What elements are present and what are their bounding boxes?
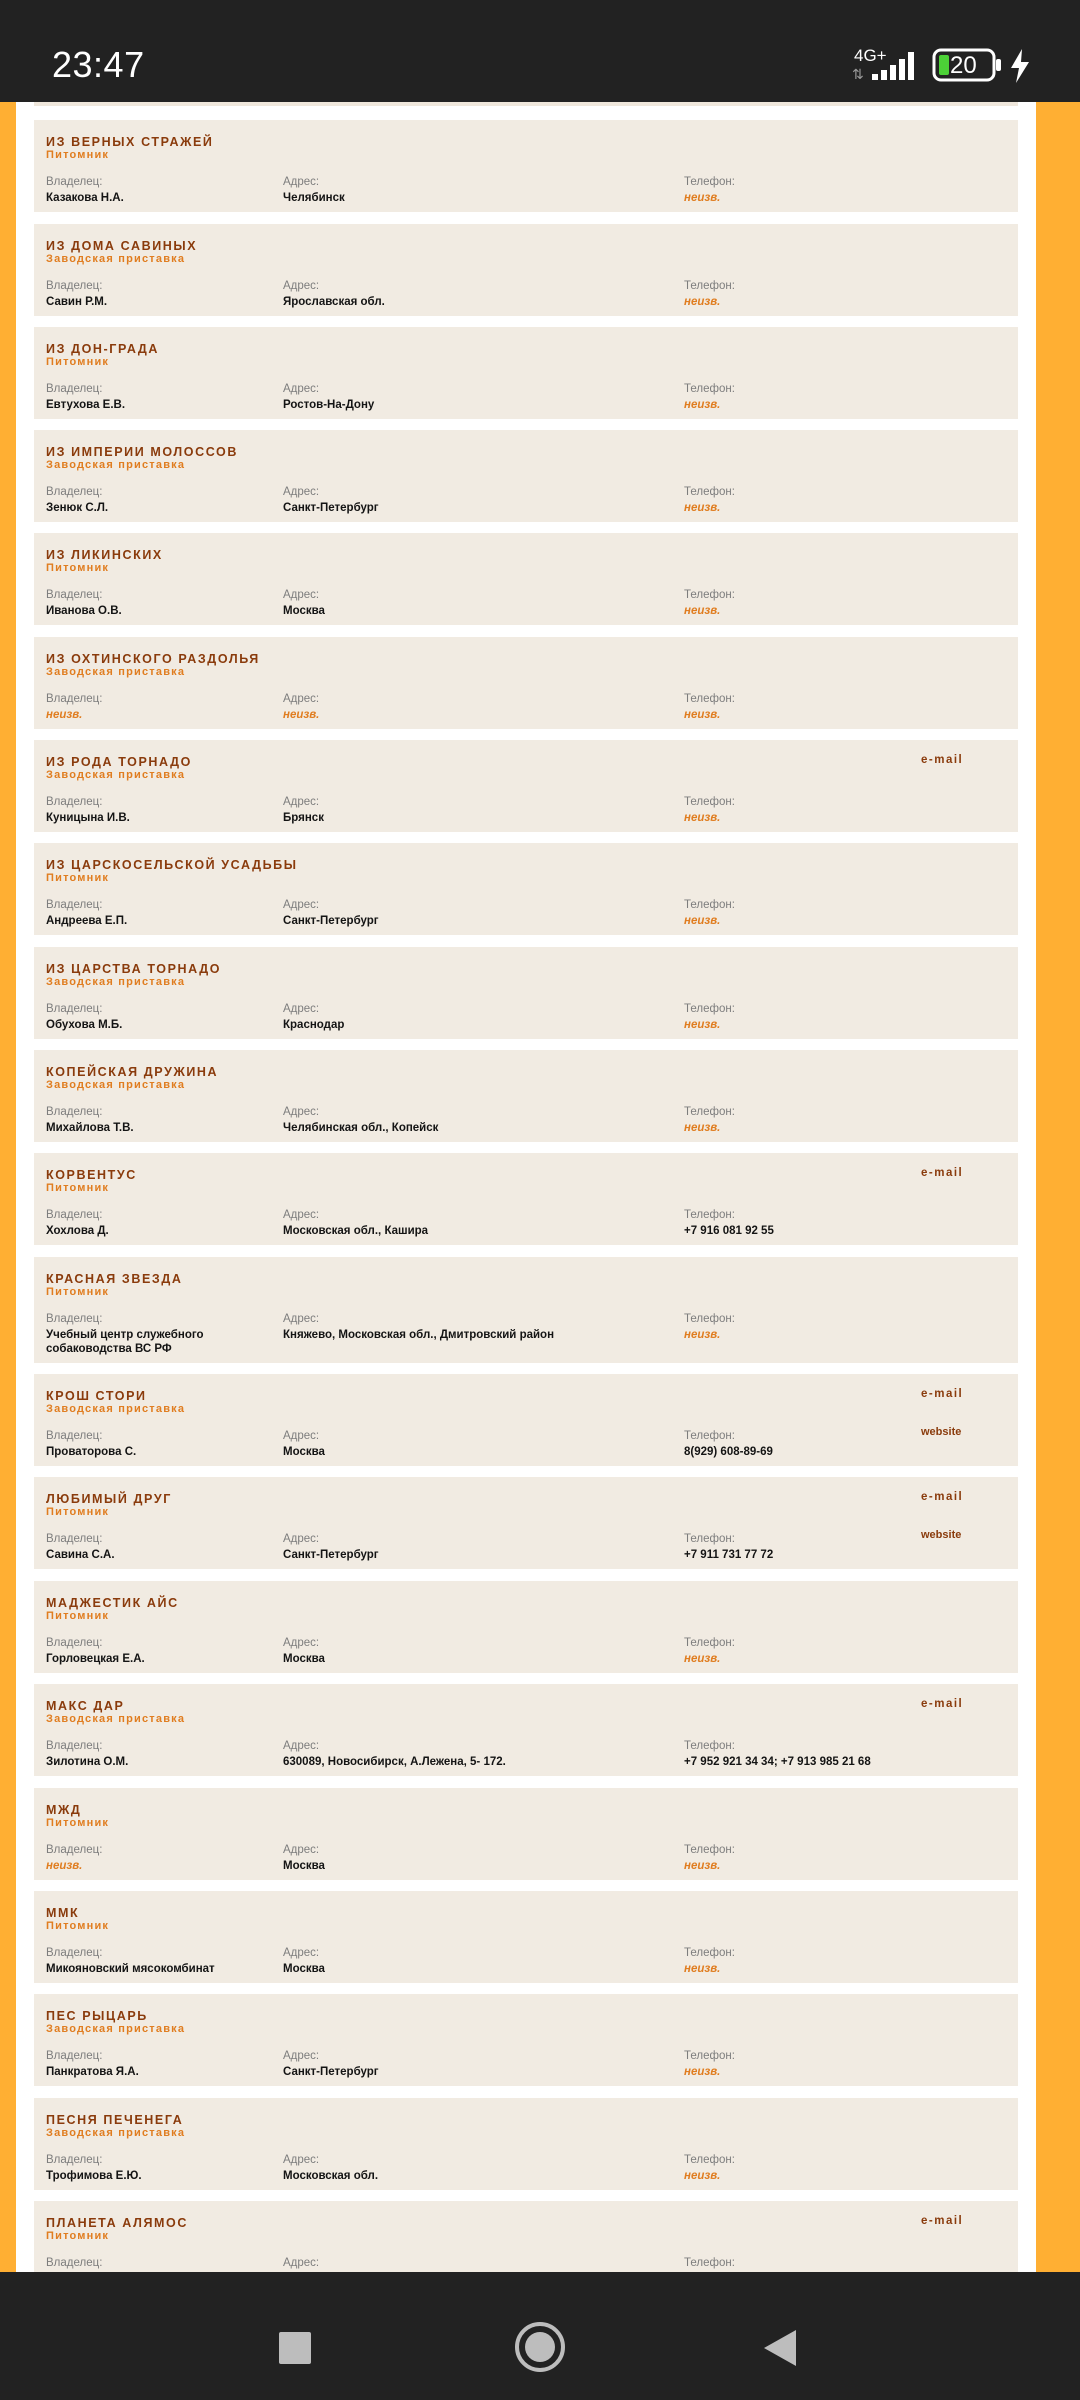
phone-value: неизв.: [684, 399, 721, 411]
phone-value: неизв.: [684, 1653, 721, 1665]
owner-label: Владелец:: [46, 1740, 103, 1752]
owner-label: Владелец:: [46, 1637, 103, 1649]
owner-value: Зилотина О.М.: [46, 1756, 129, 1768]
address-value: Москва: [283, 1446, 325, 1458]
address-label: Адрес:: [283, 2050, 320, 2062]
kennel-type: Заводская приставка: [46, 1079, 186, 1091]
kennel-type: Питомник: [46, 1920, 110, 1932]
kennel-card: [34, 947, 1018, 1039]
phone-label: Телефон:: [684, 589, 735, 601]
phone-label: Телефон:: [684, 1106, 735, 1118]
website-link[interactable]: website: [921, 1529, 962, 1541]
owner-value: неизв.: [46, 709, 83, 721]
phone-value: неизв.: [684, 605, 721, 617]
address-value: Санкт-Петербург: [283, 502, 379, 514]
owner-label: Владелец:: [46, 2154, 103, 2166]
kennel-type: Заводская приставка: [46, 1403, 186, 1415]
kennel-name[interactable]: ИЗ ДОМА САВИНЫХ: [46, 239, 198, 253]
kennel-name[interactable]: ПЕС РЫЦАРЬ: [46, 2009, 148, 2023]
owner-label: Владелец:: [46, 1533, 103, 1545]
phone-label: Телефон:: [684, 693, 735, 705]
address-value: Ярославская обл.: [283, 296, 385, 308]
phone-value: +7 911 731 77 72: [684, 1549, 774, 1561]
charging-icon: [1008, 48, 1032, 84]
owner-label: Владелец:: [46, 176, 103, 188]
address-label: Адрес:: [283, 280, 320, 292]
address-value: неизв.: [283, 709, 320, 721]
phone-label: Телефон:: [684, 383, 735, 395]
owner-value: Горловецкая Е.А.: [46, 1653, 145, 1665]
phone-label: Телефон:: [684, 2257, 735, 2269]
address-label: Адрес:: [283, 1209, 320, 1221]
owner-label: Владелец:: [46, 1844, 103, 1856]
kennel-name[interactable]: ИЗ ЛИКИНСКИХ: [46, 548, 163, 562]
back-button[interactable]: [764, 2330, 796, 2366]
kennel-name[interactable]: КОРВЕНТУС: [46, 1168, 137, 1182]
phone-value: неизв.: [684, 812, 721, 824]
kennel-card: [34, 533, 1018, 625]
address-value: Краснодар: [283, 1019, 345, 1031]
phone-label: Телефон:: [684, 486, 735, 498]
owner-label: Владелец:: [46, 1947, 103, 1959]
owner-value: Андреева Е.П.: [46, 915, 128, 927]
navigation-bar: [0, 2272, 1080, 2400]
address-label: Адрес:: [283, 589, 320, 601]
owner-label: Владелец:: [46, 1313, 103, 1325]
email-link[interactable]: e-mail: [921, 1167, 964, 1179]
owner-value: Учебный центр служебного собаководства ВС РФ: [46, 1329, 204, 1355]
kennel-type: Питомник: [46, 149, 110, 161]
address-value: Брянск: [283, 812, 324, 824]
kennel-card: [34, 430, 1018, 522]
address-label: Адрес:: [283, 899, 320, 911]
phone-label: Телефон:: [684, 1533, 735, 1545]
address-label: Адрес:: [283, 2154, 320, 2166]
address-label: Адрес:: [283, 383, 320, 395]
address-label: Адрес:: [283, 1430, 320, 1442]
phone-value: неизв.: [684, 2066, 721, 2078]
phone-value: неизв.: [684, 1963, 721, 1975]
owner-label: Владелец:: [46, 2257, 103, 2269]
email-link[interactable]: e-mail: [921, 1698, 964, 1710]
phone-value: неизв.: [684, 915, 721, 927]
phone-value: неизв.: [684, 502, 721, 514]
address-label: Адрес:: [283, 1533, 320, 1545]
address-value: Ростов-На-Дону: [283, 399, 375, 411]
kennel-name[interactable]: ИЗ ЦАРСТВА ТОРНАДО: [46, 962, 222, 976]
owner-label: Владелец:: [46, 1106, 103, 1118]
address-label: Адрес:: [283, 2257, 320, 2269]
address-label: Адрес:: [283, 1003, 320, 1015]
kennel-type: Питомник: [46, 2230, 110, 2242]
kennel-card: [34, 1788, 1018, 1880]
home-button[interactable]: [515, 2322, 565, 2372]
address-value: Московская обл., Кашира: [283, 1225, 429, 1237]
recents-button[interactable]: [279, 2332, 311, 2364]
address-value: Москва: [283, 1860, 325, 1872]
kennel-name[interactable]: КРОШ СТОРИ: [46, 1389, 147, 1403]
kennel-type: Заводская приставка: [46, 1713, 186, 1725]
owner-value: неизв.: [46, 1860, 83, 1872]
kennel-name[interactable]: ИЗ ЦАРСКОСЕЛЬСКОЙ УСАДЬБЫ: [46, 858, 298, 872]
page-viewport[interactable]: [0, 102, 1080, 2272]
address-value: Княжево, Московская обл., Дмитровский район: [283, 1329, 555, 1341]
phone-value: неизв.: [684, 2170, 721, 2182]
owner-value: Иванова О.В.: [46, 605, 122, 617]
phone-label: Телефон:: [684, 1637, 735, 1649]
kennel-card: [34, 120, 1018, 212]
kennel-type: Заводская приставка: [46, 253, 186, 265]
kennel-card: [34, 637, 1018, 729]
phone-value: неизв.: [684, 192, 721, 204]
kennel-name[interactable]: ИЗ ОХТИНСКОГО РАЗДОЛЬЯ: [46, 652, 260, 666]
kennel-name[interactable]: ПЛАНЕТА АЛЯМОС: [46, 2216, 188, 2230]
kennel-name[interactable]: ММК: [46, 1906, 80, 1920]
kennel-card: [34, 843, 1018, 935]
address-value: Челябинск: [283, 192, 345, 204]
owner-label: Владелец:: [46, 899, 103, 911]
status-bar: [0, 0, 1080, 102]
phone-value: +7 916 081 92 55: [684, 1225, 774, 1237]
kennel-type: Заводская приставка: [46, 2127, 186, 2139]
kennel-name[interactable]: МАКС ДАР: [46, 1699, 125, 1713]
phone-label: Телефон:: [684, 176, 735, 188]
address-label: Адрес:: [283, 693, 320, 705]
address-value: Москва: [283, 1653, 325, 1665]
address-value: Санкт-Петербург: [283, 1549, 379, 1561]
owner-value: Зенюк С.Л.: [46, 502, 109, 514]
owner-value: Хохлова Д.: [46, 1225, 109, 1237]
kennel-type: Заводская приставка: [46, 769, 186, 781]
kennel-type: Питомник: [46, 1286, 110, 1298]
kennel-type: Питомник: [46, 562, 110, 574]
owner-value: Панкратова Я.А.: [46, 2066, 139, 2078]
address-value: Санкт-Петербург: [283, 2066, 379, 2078]
phone-label: Телефон:: [684, 1313, 735, 1325]
owner-value: Обухова М.Б.: [46, 1019, 123, 1031]
address-value: Москва: [283, 605, 325, 617]
phone-value: неизв.: [684, 1019, 721, 1031]
kennel-name[interactable]: ИЗ ИМПЕРИИ МОЛОССОВ: [46, 445, 238, 459]
kennel-type: Питомник: [46, 1817, 110, 1829]
email-link[interactable]: e-mail: [921, 1388, 964, 1400]
owner-label: Владелец:: [46, 486, 103, 498]
signal-icon: [870, 50, 920, 82]
phone-value: неизв.: [684, 1122, 721, 1134]
owner-label: Владелец:: [46, 383, 103, 395]
network-type: 4G+: [854, 46, 887, 65]
kennel-name[interactable]: ИЗ РОДА ТОРНАДО: [46, 755, 192, 769]
phone-label: Телефон:: [684, 2154, 735, 2166]
email-link[interactable]: e-mail: [921, 2215, 964, 2227]
phone-label: Телефон:: [684, 1209, 735, 1221]
address-label: Адрес:: [283, 1844, 320, 1856]
kennel-card: [34, 740, 1018, 832]
owner-label: Владелец:: [46, 1003, 103, 1015]
kennel-name[interactable]: КОПЕЙСКАЯ ДРУЖИНА: [46, 1065, 219, 1079]
address-value: Москва: [283, 1963, 325, 1975]
phone-label: Телефон:: [684, 1947, 735, 1959]
kennel-card: [34, 1477, 1018, 1569]
owner-value: Михайлова Т.В.: [46, 1122, 134, 1134]
phone-value: +7 952 921 34 34; +7 913 985 21 68: [684, 1756, 871, 1768]
owner-value: Савина С.А.: [46, 1549, 115, 1561]
email-link[interactable]: e-mail: [921, 754, 964, 766]
address-label: Адрес:: [283, 176, 320, 188]
kennel-type: Заводская приставка: [46, 976, 186, 988]
kennel-name[interactable]: ЛЮБИМЫЙ ДРУГ: [46, 1492, 172, 1506]
phone-label: Телефон:: [684, 280, 735, 292]
owner-label: Владелец:: [46, 1209, 103, 1221]
kennel-card: [34, 1374, 1018, 1466]
kennel-card: [34, 1684, 1018, 1776]
owner-label: Владелец:: [46, 1430, 103, 1442]
phone-label: Телефон:: [684, 1740, 735, 1752]
data-arrows-icon: ⇅: [852, 66, 864, 82]
kennel-name[interactable]: МЖД: [46, 1803, 82, 1817]
phone-label: Телефон:: [684, 2050, 735, 2062]
kennel-name[interactable]: ПЕСНЯ ПЕЧЕНЕГА: [46, 2113, 184, 2127]
kennel-card: [34, 1891, 1018, 1983]
kennel-type: Питомник: [46, 1610, 110, 1622]
phone-label: Телефон:: [684, 1430, 735, 1442]
kennel-card: [34, 1994, 1018, 2086]
kennel-type: Питомник: [46, 1182, 110, 1194]
kennel-type: Заводская приставка: [46, 666, 186, 678]
owner-value: Савин Р.М.: [46, 296, 108, 308]
kennel-type: Заводская приставка: [46, 2023, 186, 2035]
phone-value: неизв.: [684, 296, 721, 308]
website-link[interactable]: website: [921, 1426, 962, 1438]
kennel-type: Питомник: [46, 356, 110, 368]
previous-card-edge: [34, 102, 1018, 106]
kennel-name[interactable]: МАДЖЕСТИК АЙС: [46, 1596, 179, 1610]
address-label: Адрес:: [283, 1740, 320, 1752]
phone-value: неизв.: [684, 1329, 721, 1341]
status-time: 23:47: [52, 44, 145, 85]
address-value: Санкт-Петербург: [283, 915, 379, 927]
kennel-card: [34, 327, 1018, 419]
address-label: Адрес:: [283, 1637, 320, 1649]
owner-label: Владелец:: [46, 2050, 103, 2062]
address-label: Адрес:: [283, 796, 320, 808]
kennel-name[interactable]: ИЗ ДОН-ГРАДА: [46, 342, 160, 356]
owner-label: Владелец:: [46, 589, 103, 601]
kennel-card: [34, 2201, 1018, 2272]
owner-value: Трофимова Е.Ю.: [46, 2170, 142, 2182]
address-value: Челябинская обл., Копейск: [283, 1122, 439, 1134]
phone-value: неизв.: [684, 1860, 721, 1872]
phone-value: неизв.: [684, 709, 721, 721]
battery-level: 20: [950, 52, 977, 79]
address-value: 630089, Новосибирск, А.Лежена, 5- 172.: [283, 1756, 506, 1768]
address-label: Адрес:: [283, 486, 320, 498]
address-value: Московская обл.: [283, 2170, 379, 2182]
owner-value: Микояновский мясокомбинат: [46, 1963, 215, 1975]
kennel-card: [34, 2098, 1018, 2190]
owner-value: Казакова Н.А.: [46, 192, 124, 204]
kennel-card: [34, 1050, 1018, 1142]
owner-value: Евтухова Е.В.: [46, 399, 126, 411]
owner-label: Владелец:: [46, 280, 103, 292]
phone-label: Телефон:: [684, 1003, 735, 1015]
phone-label: Телефон:: [684, 1844, 735, 1856]
kennel-type: Питомник: [46, 872, 110, 884]
phone-label: Телефон:: [684, 899, 735, 911]
email-link[interactable]: e-mail: [921, 1491, 964, 1503]
owner-label: Владелец:: [46, 796, 103, 808]
owner-value: Проваторова С.: [46, 1446, 137, 1458]
phone-value: 8(929) 608-89-69: [684, 1446, 773, 1458]
owner-value: Куницына И.В.: [46, 812, 130, 824]
kennel-card: [34, 1581, 1018, 1673]
kennel-type: Заводская приставка: [46, 459, 186, 471]
kennel-list: [16, 102, 1036, 2272]
address-label: Адрес:: [283, 1947, 320, 1959]
address-label: Адрес:: [283, 1313, 320, 1325]
kennel-card: [34, 1257, 1018, 1363]
kennel-type: Питомник: [46, 1506, 110, 1518]
phone-label: Телефон:: [684, 796, 735, 808]
kennel-name[interactable]: КРАСНАЯ ЗВЕЗДА: [46, 1272, 183, 1286]
owner-label: Владелец:: [46, 693, 103, 705]
kennel-card: [34, 224, 1018, 316]
kennel-name[interactable]: ИЗ ВЕРНЫХ СТРАЖЕЙ: [46, 135, 214, 149]
address-label: Адрес:: [283, 1106, 320, 1118]
kennel-card: [34, 1153, 1018, 1245]
